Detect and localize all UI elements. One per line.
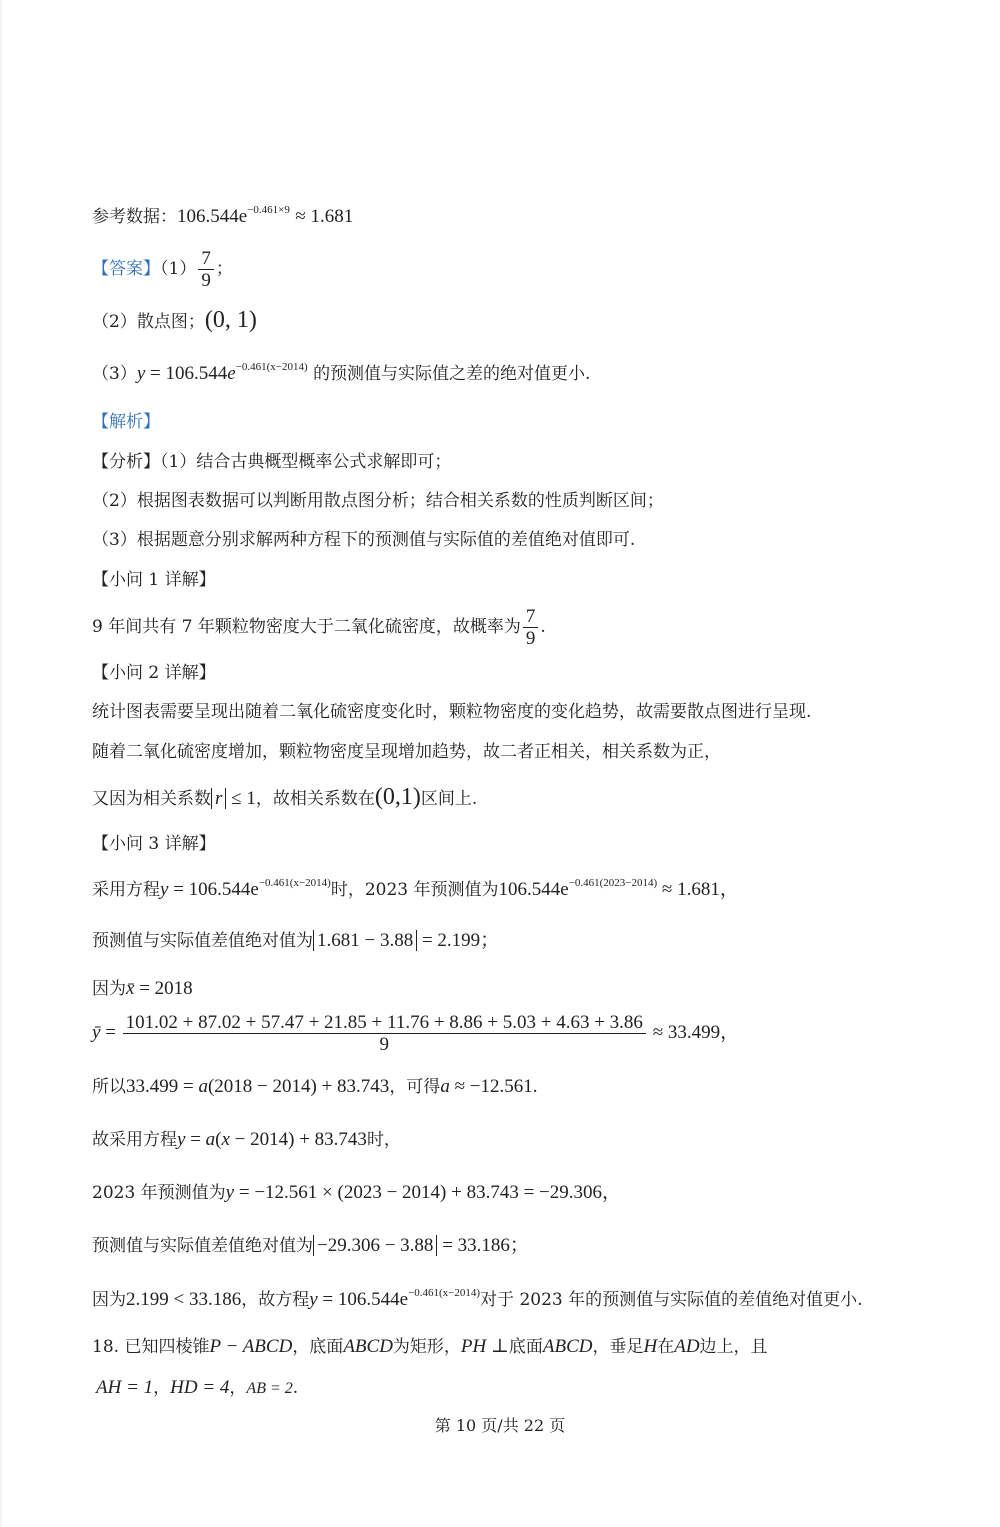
analysis-point-3: （3）根据题意分别求解两种方程下的预测值与实际值的差值绝对值即可. (92, 530, 636, 550)
q3-line8-result: = 33.186； (437, 1235, 529, 1256)
answer-part3-e: e (227, 363, 236, 384)
q3-line5-a2: a (440, 1076, 450, 1097)
q3-ybar-fraction (123, 1012, 646, 1055)
q18-text-c: 为矩形， (392, 1337, 461, 1357)
fraction-denominator: 9 (525, 628, 536, 649)
analysis-point-1: 【分析】（1）结合古典概型概率公式求解即可； (92, 452, 452, 472)
analysis-point-2: （2）根据图表数据可以判断用散点图分析；结合相关系数的性质判断区间； (92, 491, 664, 511)
q3-line1-eq: = 106.544e (168, 879, 259, 900)
question2-le-one: ≤ 1 (226, 788, 256, 809)
q3-line5-expr: (2018 − 2014) + 83.743 (207, 1076, 390, 1097)
answer-part1-fraction (198, 248, 214, 291)
answer-part1-suffix: ； (215, 259, 233, 279)
reference-base: 106.544e (177, 206, 248, 227)
question1-text-line (92, 603, 546, 651)
q3-line9-compare: 2.199 < 33.186 (126, 1289, 242, 1310)
q3-line6-x: x (221, 1129, 230, 1150)
q18-text-a: 18. 已知四棱锥 (92, 1337, 210, 1357)
question2-abs-r (211, 788, 226, 809)
q3-line7-text: 2023 年预测值为 (92, 1183, 226, 1203)
fraction-denominator: 9 (379, 1034, 390, 1055)
q3-line1-text-b: 时，2023 年预测值为 (330, 880, 499, 900)
q3-line5-text-a: 所以 (92, 1077, 126, 1097)
question1-text: 9 年间共有 7 年颗粒物密度大于二氧化硫密度，故概率为 (92, 617, 521, 637)
question3-line-7 (92, 1181, 621, 1205)
question3-line-6 (92, 1128, 401, 1152)
page-number: 第 10 页/共 22 页 (434, 1416, 566, 1435)
reference-exponent: −0.461×9 (247, 204, 290, 216)
question2-line-2: 随着二氧化硫密度增加，颗粒物密度呈现增加趋势，故二者正相关，相关系数为正， (92, 742, 721, 762)
question3-line-8 (92, 1234, 529, 1258)
question2-line3-text-a: 又因为相关系数 (92, 789, 211, 809)
q3-ybar-eq: = (100, 1022, 121, 1043)
q3-line6-expr: − 2014) + 83.743 (229, 1129, 367, 1150)
answer-tag: 【答案】 (92, 259, 160, 279)
q18-base: ABCD (343, 1336, 393, 1357)
answer-part3-y: y (136, 363, 146, 384)
q3-line5-lhs: 33.499 = (126, 1076, 199, 1097)
answer-part1-prefix: （1） (160, 259, 197, 279)
answer-part3-exponent: −0.461(x−2014) (235, 361, 308, 373)
q3-line7-y: y (225, 1182, 235, 1203)
answer-part3-eq: = 106.544 (145, 363, 228, 384)
q18-ab: AB = 2 (246, 1380, 293, 1397)
q3-line7-expr: = −12.561 × (2023 − 2014) + 83.743 = −29.306， (234, 1182, 622, 1203)
q18-sep1: ， (153, 1378, 171, 1398)
q18-sep2: ， (229, 1378, 247, 1398)
q18-pyramid: P − ABCD (209, 1336, 293, 1357)
q18-h: H (643, 1336, 658, 1357)
q3-line2-abs: 1.681 − 3.88 (313, 930, 417, 951)
q3-line1-exponent: −0.461(x−2014) (258, 877, 331, 889)
q3-line6-eq: = (185, 1129, 206, 1150)
q3-line8-abs: −29.306 − 3.88 (313, 1235, 437, 1256)
q3-line1-exponent2: −0.461(2023−2014) (568, 877, 658, 889)
page-edge (0, 0, 2, 1527)
q18-base2: ABCD (542, 1336, 593, 1357)
question1-heading: 【小问 1 详解】 (92, 570, 216, 590)
q3-line2-result: = 2.199； (417, 930, 500, 951)
q3-line6-a: a (205, 1129, 216, 1150)
q18-text-d: 底面 (508, 1337, 543, 1357)
q3-line9-eq: = 106.544e (317, 1289, 409, 1310)
q18-ad: AD (674, 1336, 700, 1357)
reference-label: 参考数据： (92, 207, 177, 227)
variable-r: r (215, 788, 223, 809)
q3-line6-text-a: 故采用方程 (92, 1130, 177, 1150)
fraction-numerator: 101.02 + 87.02 + 57.47 + 21.85 + 11.76 + 8.86 + 5.03 + 4.63 + 3.86 (123, 1012, 646, 1034)
q18-text-e: ，垂足 (592, 1337, 644, 1357)
q3-line6-y: y (177, 1129, 186, 1150)
question2-line-3 (92, 785, 477, 811)
answer-part2-text: （2）散点图； (92, 312, 205, 332)
question18-line-1 (92, 1335, 768, 1359)
q3-line6-paren: ( (215, 1129, 222, 1150)
q3-line6-text-b: 时， (366, 1130, 401, 1150)
question2-line3-text-c: 区间上. (420, 789, 478, 809)
q18-hd: HD = 4 (170, 1377, 230, 1398)
q18-text-b: ，底面 (292, 1337, 344, 1357)
q18-ah: AH = 1 (96, 1377, 154, 1398)
q3-line3-text: 因为 (92, 979, 126, 999)
answer-part3-suffix: 的预测值与实际值之差的绝对值更小. (313, 364, 591, 384)
question3-line-2 (92, 929, 499, 953)
q18-end: . (292, 1378, 299, 1398)
q3-line1-base: 106.544e (498, 879, 569, 900)
answer-part2-line (92, 308, 257, 334)
fraction-denominator: 9 (201, 270, 211, 291)
question2-line3-text-b: ，故相关系数在 (255, 789, 375, 809)
q3-line5-text-b: ，可得 (389, 1077, 441, 1097)
q3-line2-text: 预测值与实际值差值绝对值为 (92, 931, 313, 951)
q18-text-f: 在 (657, 1337, 675, 1357)
question1-fraction (523, 606, 539, 649)
q3-line5-result: ≈ −12.561. (449, 1076, 538, 1097)
q3-line8-text: 预测值与实际值差值绝对值为 (92, 1236, 313, 1256)
analysis-tag: 【解析】 (92, 412, 160, 432)
q3-ybar-result: ≈ 33.499， (647, 1022, 740, 1043)
question1-end: . (540, 617, 546, 637)
question3-ybar-line (92, 1008, 739, 1058)
question18-line-2 (96, 1376, 298, 1401)
q3-line9-y: y (309, 1289, 318, 1310)
q3-line1-y: y (160, 879, 169, 900)
q3-ybar: ȳ (92, 1022, 101, 1043)
fraction-numerator: 7 (523, 606, 539, 628)
reference-result: ≈ 1.681 (295, 206, 354, 227)
q3-xbar: x̄ (126, 978, 135, 999)
answer-part1-line (92, 245, 233, 293)
question3-line-5 (92, 1075, 537, 1099)
question3-line-3 (92, 977, 193, 1001)
question3-line-9 (92, 1288, 863, 1312)
q3-line1-text-a: 采用方程 (92, 880, 160, 900)
q3-line9-text-b: ，故方程 (241, 1290, 310, 1310)
question2-interval: (0,1) (374, 784, 421, 810)
question2-heading: 【小问 2 详解】 (92, 663, 216, 683)
answer-part3-line (92, 362, 590, 386)
reference-data-line (92, 205, 353, 229)
q3-line9-exponent: −0.461(x−2014) (408, 1287, 481, 1299)
fraction-numerator: 7 (198, 248, 214, 270)
q18-text-g: 边上，且 (699, 1337, 768, 1357)
answer-part3-prefix: （3） (92, 364, 137, 384)
q3-xbar-value: = 2018 (134, 978, 193, 999)
q3-line1-result: ≈ 1.681， (657, 879, 739, 900)
q3-line9-text-c: 对于 2023 年的预测值与实际值的差值绝对值更小. (480, 1290, 863, 1310)
q3-line9-text-a: 因为 (92, 1290, 126, 1310)
question2-line-1: 统计图表需要呈现出随着二氧化硫密度变化时，颗粒物密度的变化趋势，故需要散点图进行呈现. (92, 702, 812, 722)
answer-part2-interval: (0, 1) (204, 307, 257, 333)
q18-perp: PH ⊥ (460, 1336, 509, 1357)
q3-line5-a: a (198, 1076, 208, 1097)
question3-heading: 【小问 3 详解】 (92, 834, 216, 854)
question3-line-1 (92, 878, 739, 902)
